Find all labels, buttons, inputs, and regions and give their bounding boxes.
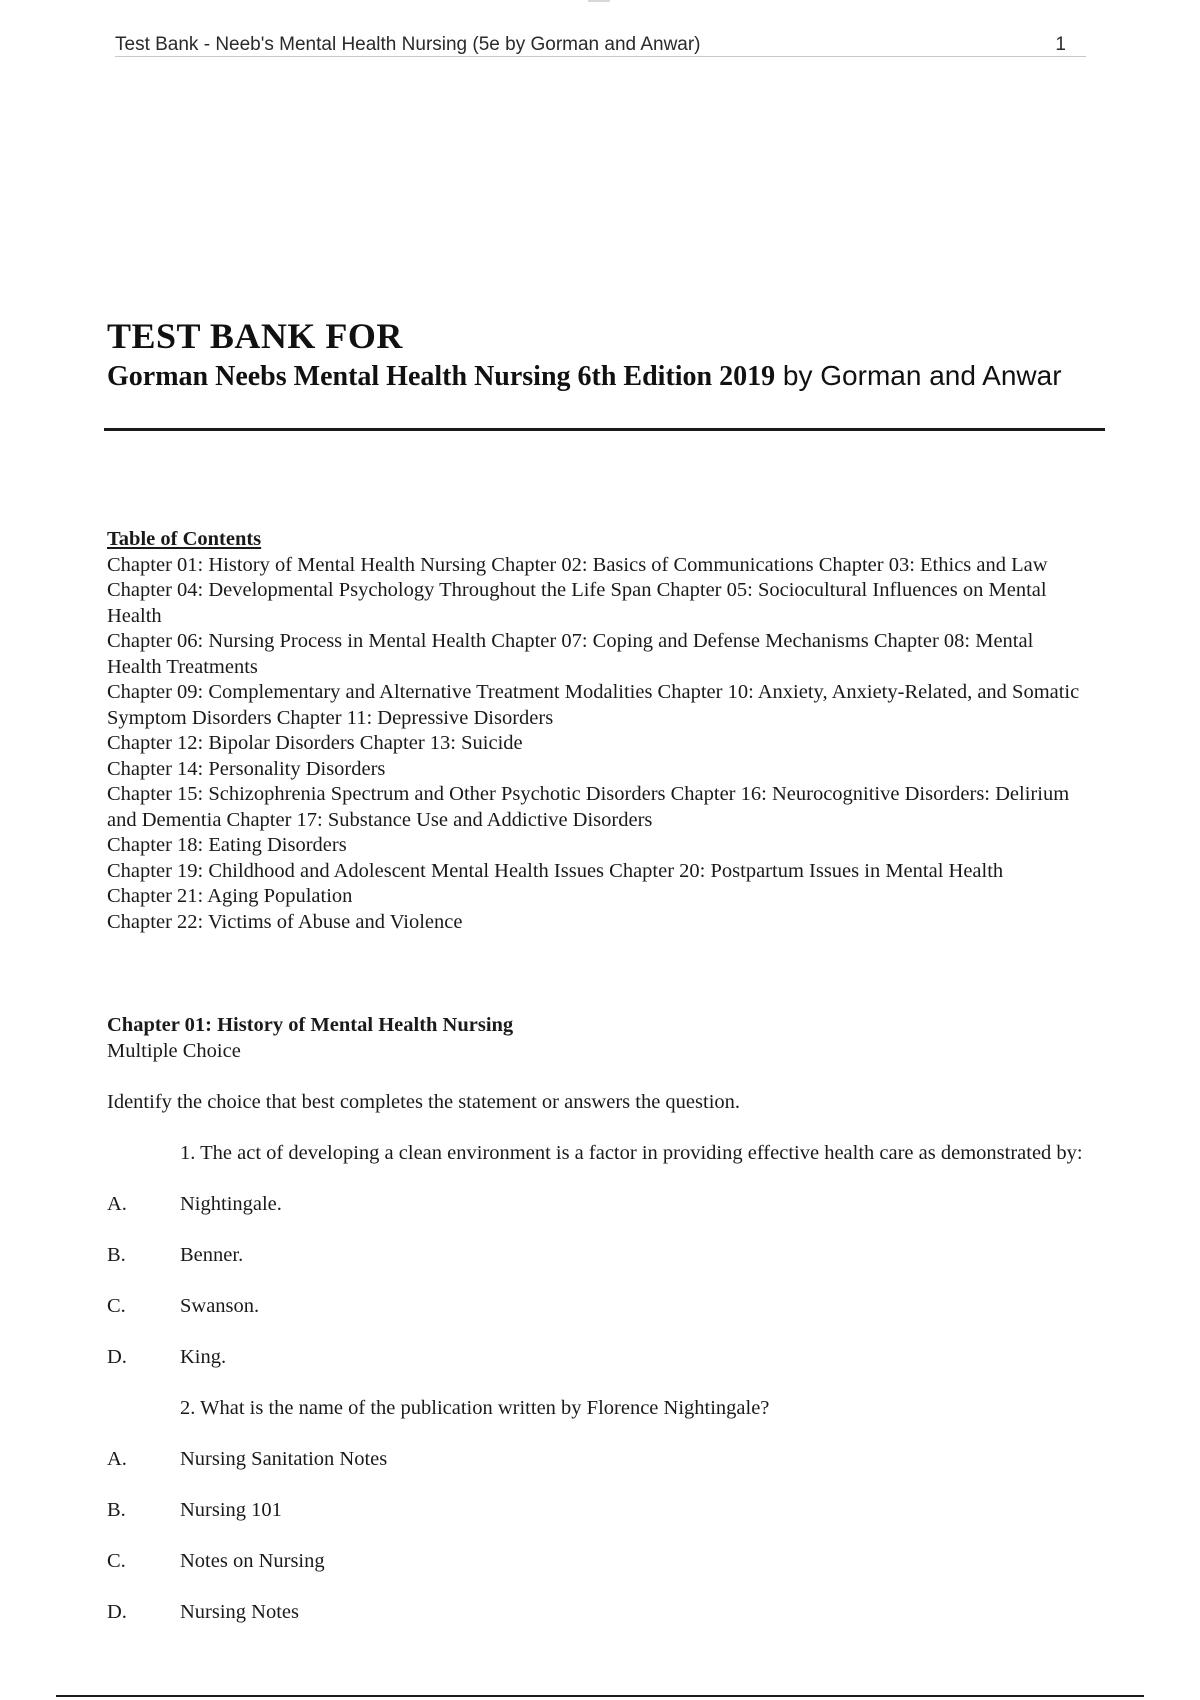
- option-letter: A.: [107, 1447, 127, 1470]
- question-stem: 2. What is the name of the publication written by Florence Nightingale?: [180, 1396, 770, 1419]
- subtitle-authors: by Gorman and Anwar: [775, 360, 1062, 391]
- subtitle-book-name: Gorman Neebs Mental Health Nursing 6th Edition 2019: [107, 361, 776, 392]
- option-letter: A.: [107, 1192, 127, 1215]
- option-text: Nightingale.: [180, 1192, 282, 1215]
- option-letter: C.: [107, 1549, 126, 1572]
- option-text: Notes on Nursing: [180, 1549, 325, 1572]
- option-letter: D.: [107, 1600, 127, 1623]
- chapter-section: [107, 1013, 1092, 1625]
- option-letter: B.: [107, 1243, 126, 1266]
- answer-option: [107, 1192, 1092, 1243]
- document-subtitle: [107, 359, 1067, 394]
- option-text: Nursing Notes: [180, 1600, 300, 1623]
- document-title: TEST BANK FOR: [107, 316, 403, 356]
- option-text: King.: [180, 1345, 227, 1368]
- answer-option: [107, 1294, 1092, 1345]
- toc-line: Chapter 06: Nursing Process in Mental Health Chapter 07: Coping and Defense Mechanisms Chapter 08: Mental Health Treatments: [107, 630, 1034, 678]
- question-stem: 1. The act of developing a clean environment is a factor in providing effective health care as demonstrated by:: [180, 1141, 1083, 1164]
- bottom-divider: [56, 1695, 1144, 1697]
- option-letter: B.: [107, 1498, 126, 1521]
- option-text: Benner.: [180, 1243, 244, 1266]
- running-header-title: Test Bank - Neeb's Mental Health Nursing (5e by Gorman and Anwar): [115, 34, 701, 55]
- option-letter: D.: [107, 1345, 127, 1368]
- option-text: Nursing Sanitation Notes: [180, 1447, 388, 1470]
- page-number: 1: [1055, 34, 1066, 55]
- toc-line: Chapter 04: Developmental Psychology Throughout the Life Span Chapter 05: Sociocultural Influences on Mental Health: [107, 579, 1047, 627]
- toc-heading: Table of Contents: [107, 528, 262, 550]
- answer-option: [107, 1243, 1092, 1294]
- toc-line: Chapter 19: Childhood and Adolescent Mental Health Issues Chapter 20: Postpartum Issues in Mental Health: [107, 859, 1004, 882]
- option-letter: C.: [107, 1294, 126, 1317]
- toc-line: Chapter 12: Bipolar Disorders Chapter 13: Suicide: [107, 732, 523, 754]
- running-header: [115, 32, 1086, 57]
- toc-line: Chapter 15: Schizophrenia Spectrum and Other Psychotic Disorders Chapter 16: Neurocognitive Disorders: Delirium and Dementia Chapter 17: Substance Use and Addictive Disorders: [107, 783, 1070, 831]
- option-text: Nursing 101: [180, 1498, 282, 1521]
- top-edge-mark: [588, 0, 610, 2]
- table-of-contents: [107, 527, 1092, 935]
- toc-line: Chapter 22: Victims of Abuse and Violence: [107, 910, 463, 933]
- option-text: Swanson.: [180, 1294, 260, 1317]
- toc-line: Chapter 14: Personality Disorders: [107, 757, 386, 780]
- answer-option: [107, 1600, 1092, 1626]
- toc-line: Chapter 18: Eating Disorders: [107, 834, 347, 856]
- chapter-heading: Chapter 01: History of Mental Health Nursing: [107, 1014, 514, 1036]
- section-label: Multiple Choice: [107, 1039, 241, 1062]
- title-block: [107, 316, 1105, 394]
- answer-option: [107, 1498, 1092, 1549]
- toc-line: Chapter 01: History of Mental Health Nursing Chapter 02: Basics of Communications Chapter 03: Ethics and Law: [107, 553, 1048, 576]
- toc-line: Chapter 09: Complementary and Alternative Treatment Modalities Chapter 10: Anxiety, Anxiety-Related, and Somatic Symptom Disorders Chapter 11: Depressive Disorders: [107, 681, 1080, 729]
- answer-option: [107, 1447, 1092, 1498]
- title-divider: [104, 428, 1105, 431]
- toc-line: Chapter 21: Aging Population: [107, 885, 353, 907]
- answer-option: [107, 1549, 1092, 1600]
- answer-option: [107, 1345, 1092, 1396]
- instruction-text: Identify the choice that best completes the statement or answers the question.: [107, 1090, 741, 1113]
